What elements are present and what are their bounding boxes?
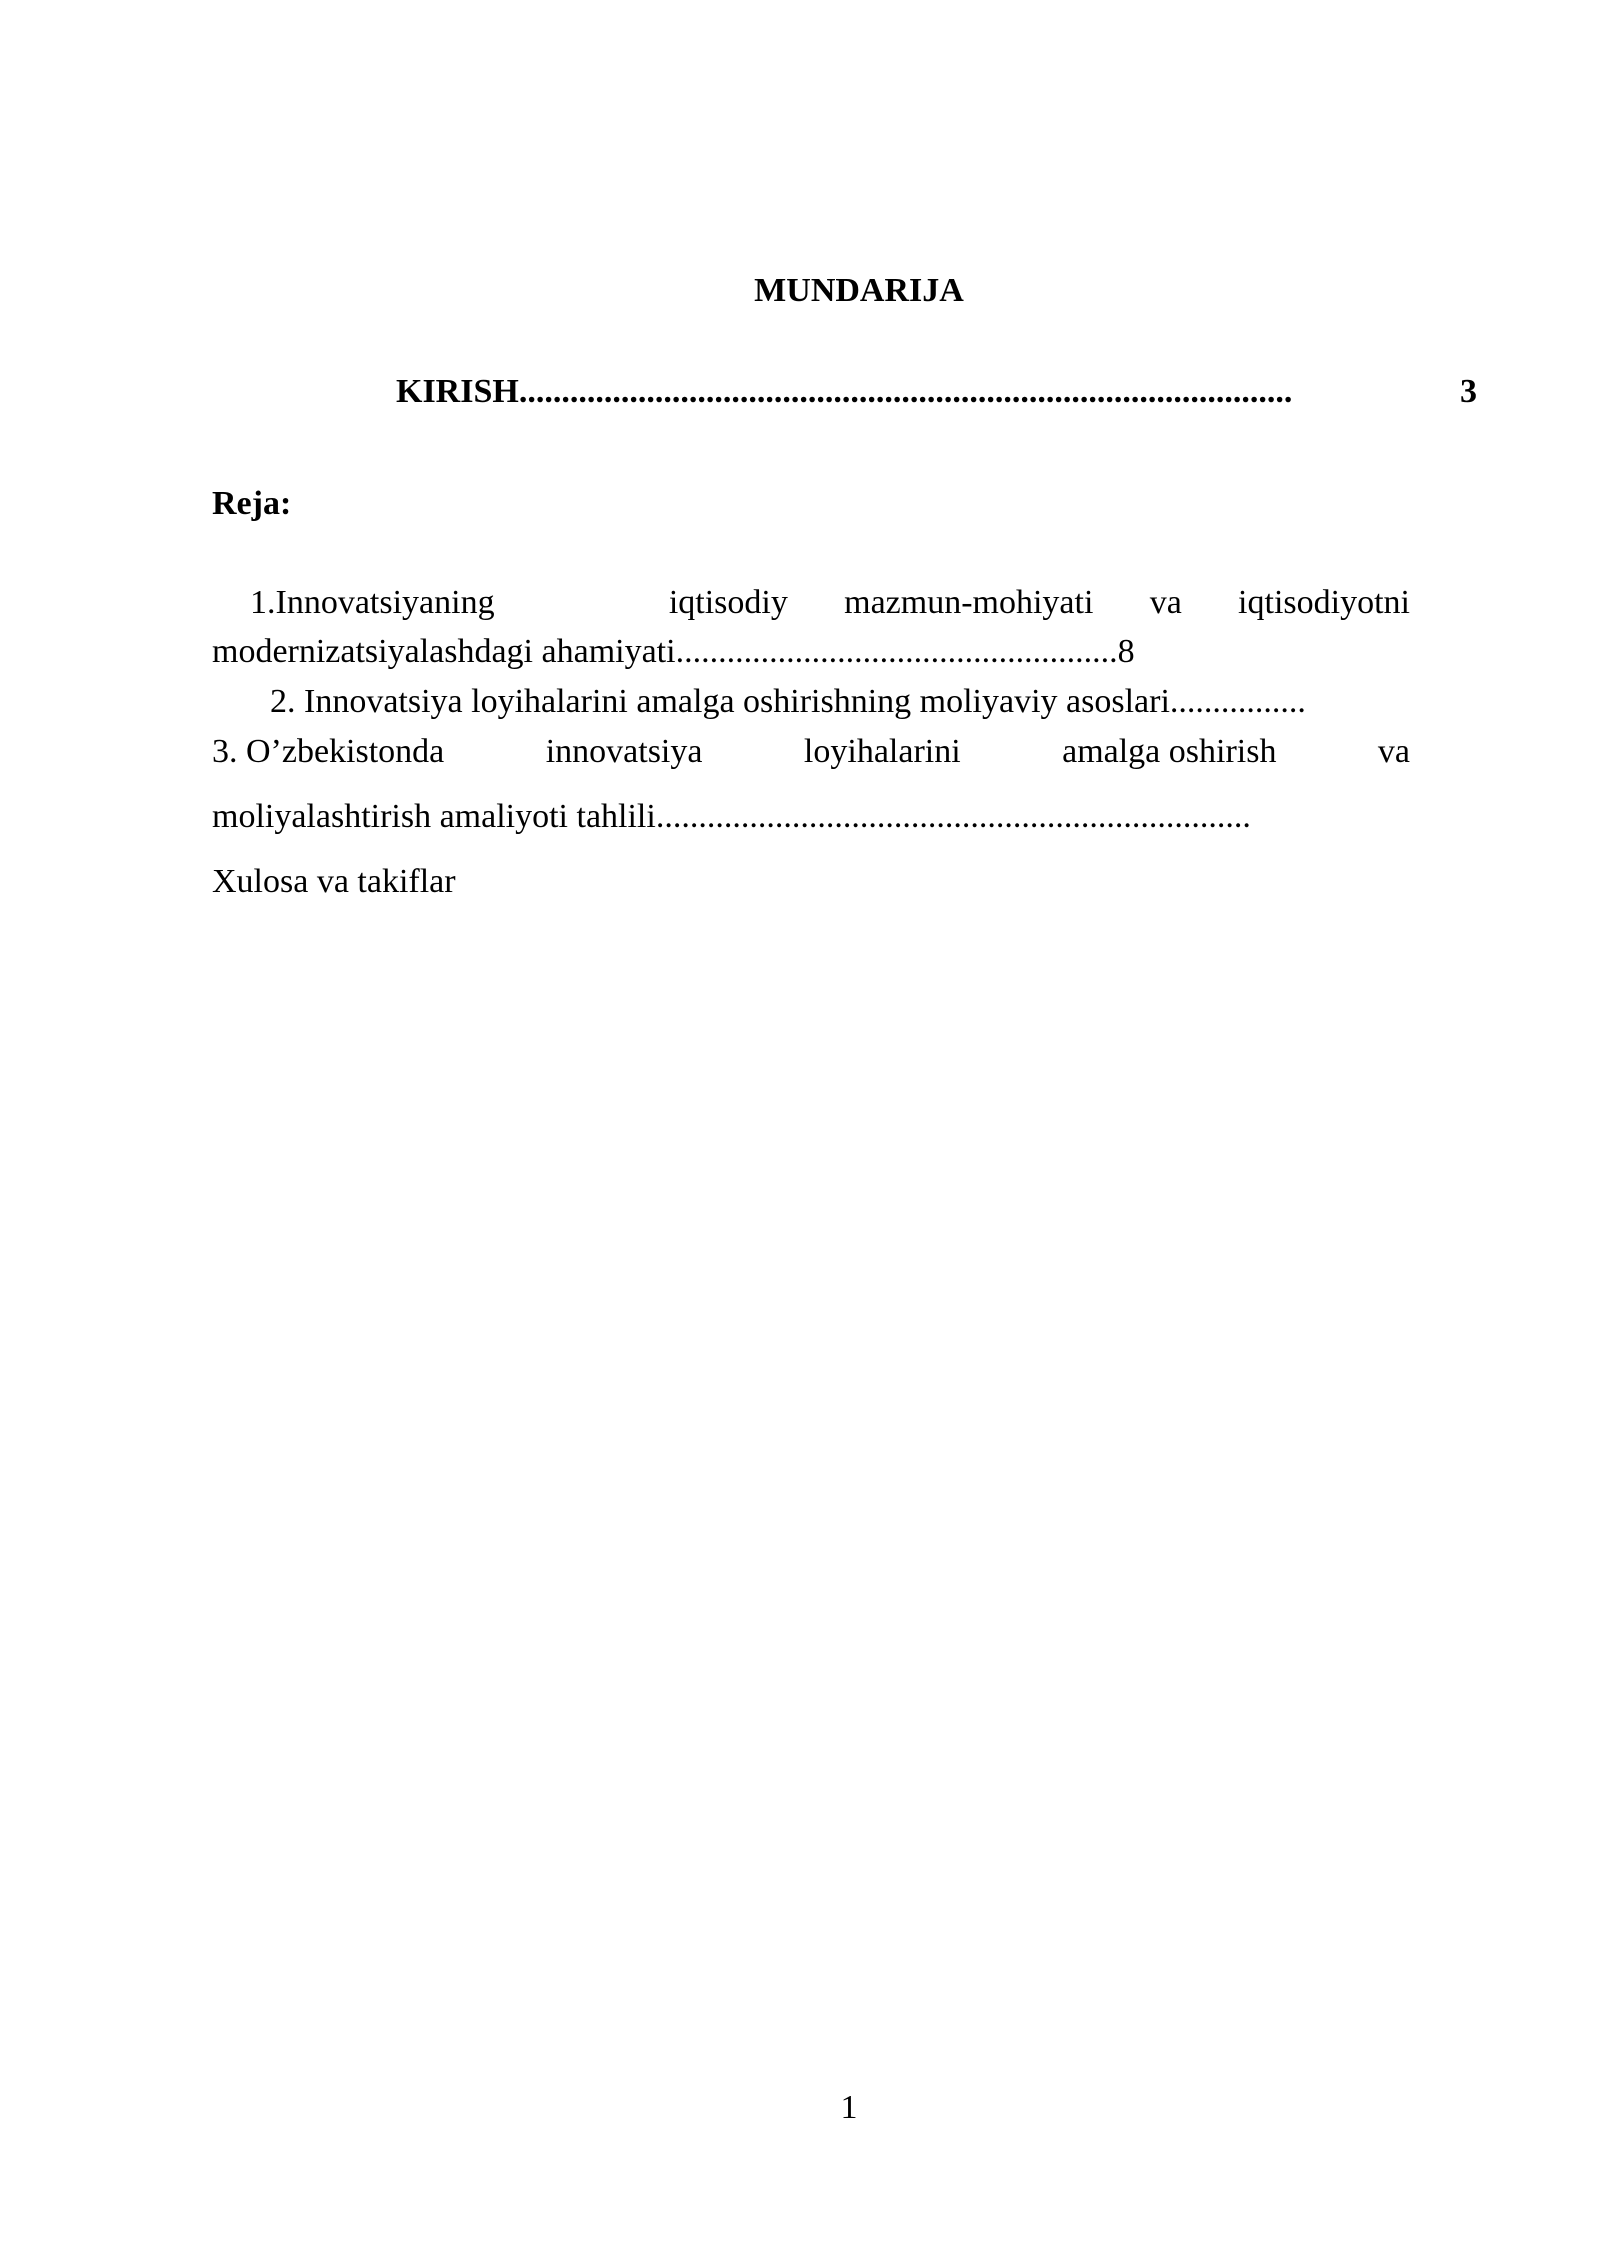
toc-entry-kirish-page: 3	[1460, 373, 1477, 410]
toc-item-3-word: 3. O’zbekistonda	[212, 733, 445, 770]
toc-item-3-word: amalga oshirish	[1062, 733, 1277, 770]
toc-item-1-word: mazmun-mohiyati	[844, 584, 1094, 621]
toc-item-1-word: iqtisodiy	[668, 584, 788, 621]
reja-heading: Reja:	[212, 485, 292, 522]
toc-entry-kirish: KIRISH...........................................................................................	[396, 373, 1293, 410]
toc-item-3-line-1	[212, 732, 1410, 772]
toc-item-3-word: va	[1377, 733, 1410, 770]
toc-item-1-line-1	[212, 583, 1410, 623]
toc-item-1-word: va	[1149, 584, 1182, 621]
toc-item-3-word: loyihalarini	[803, 733, 961, 770]
toc-item-3-line-2: moliyalashtirish amaliyoti tahlili......................................................................	[212, 798, 1251, 835]
toc-item-1-word: iqtisodiyotni	[1238, 584, 1410, 621]
toc-item-2: 2. Innovatsiya loyihalarini amalga oshirishning moliyaviy asoslari................	[270, 683, 1306, 720]
page-number: 1	[840, 2089, 858, 2126]
toc-conclusion: Xulosa va takiflar	[212, 863, 456, 900]
toc-item-1-word: 1.Innovatsiyaning	[250, 584, 495, 621]
toc-item-3-word: innovatsiya	[545, 733, 703, 770]
page-title: MUNDARIJA	[754, 272, 964, 309]
toc-item-1-line-2: modernizatsiyalashdagi ahamiyati....................................................8	[212, 633, 1135, 670]
